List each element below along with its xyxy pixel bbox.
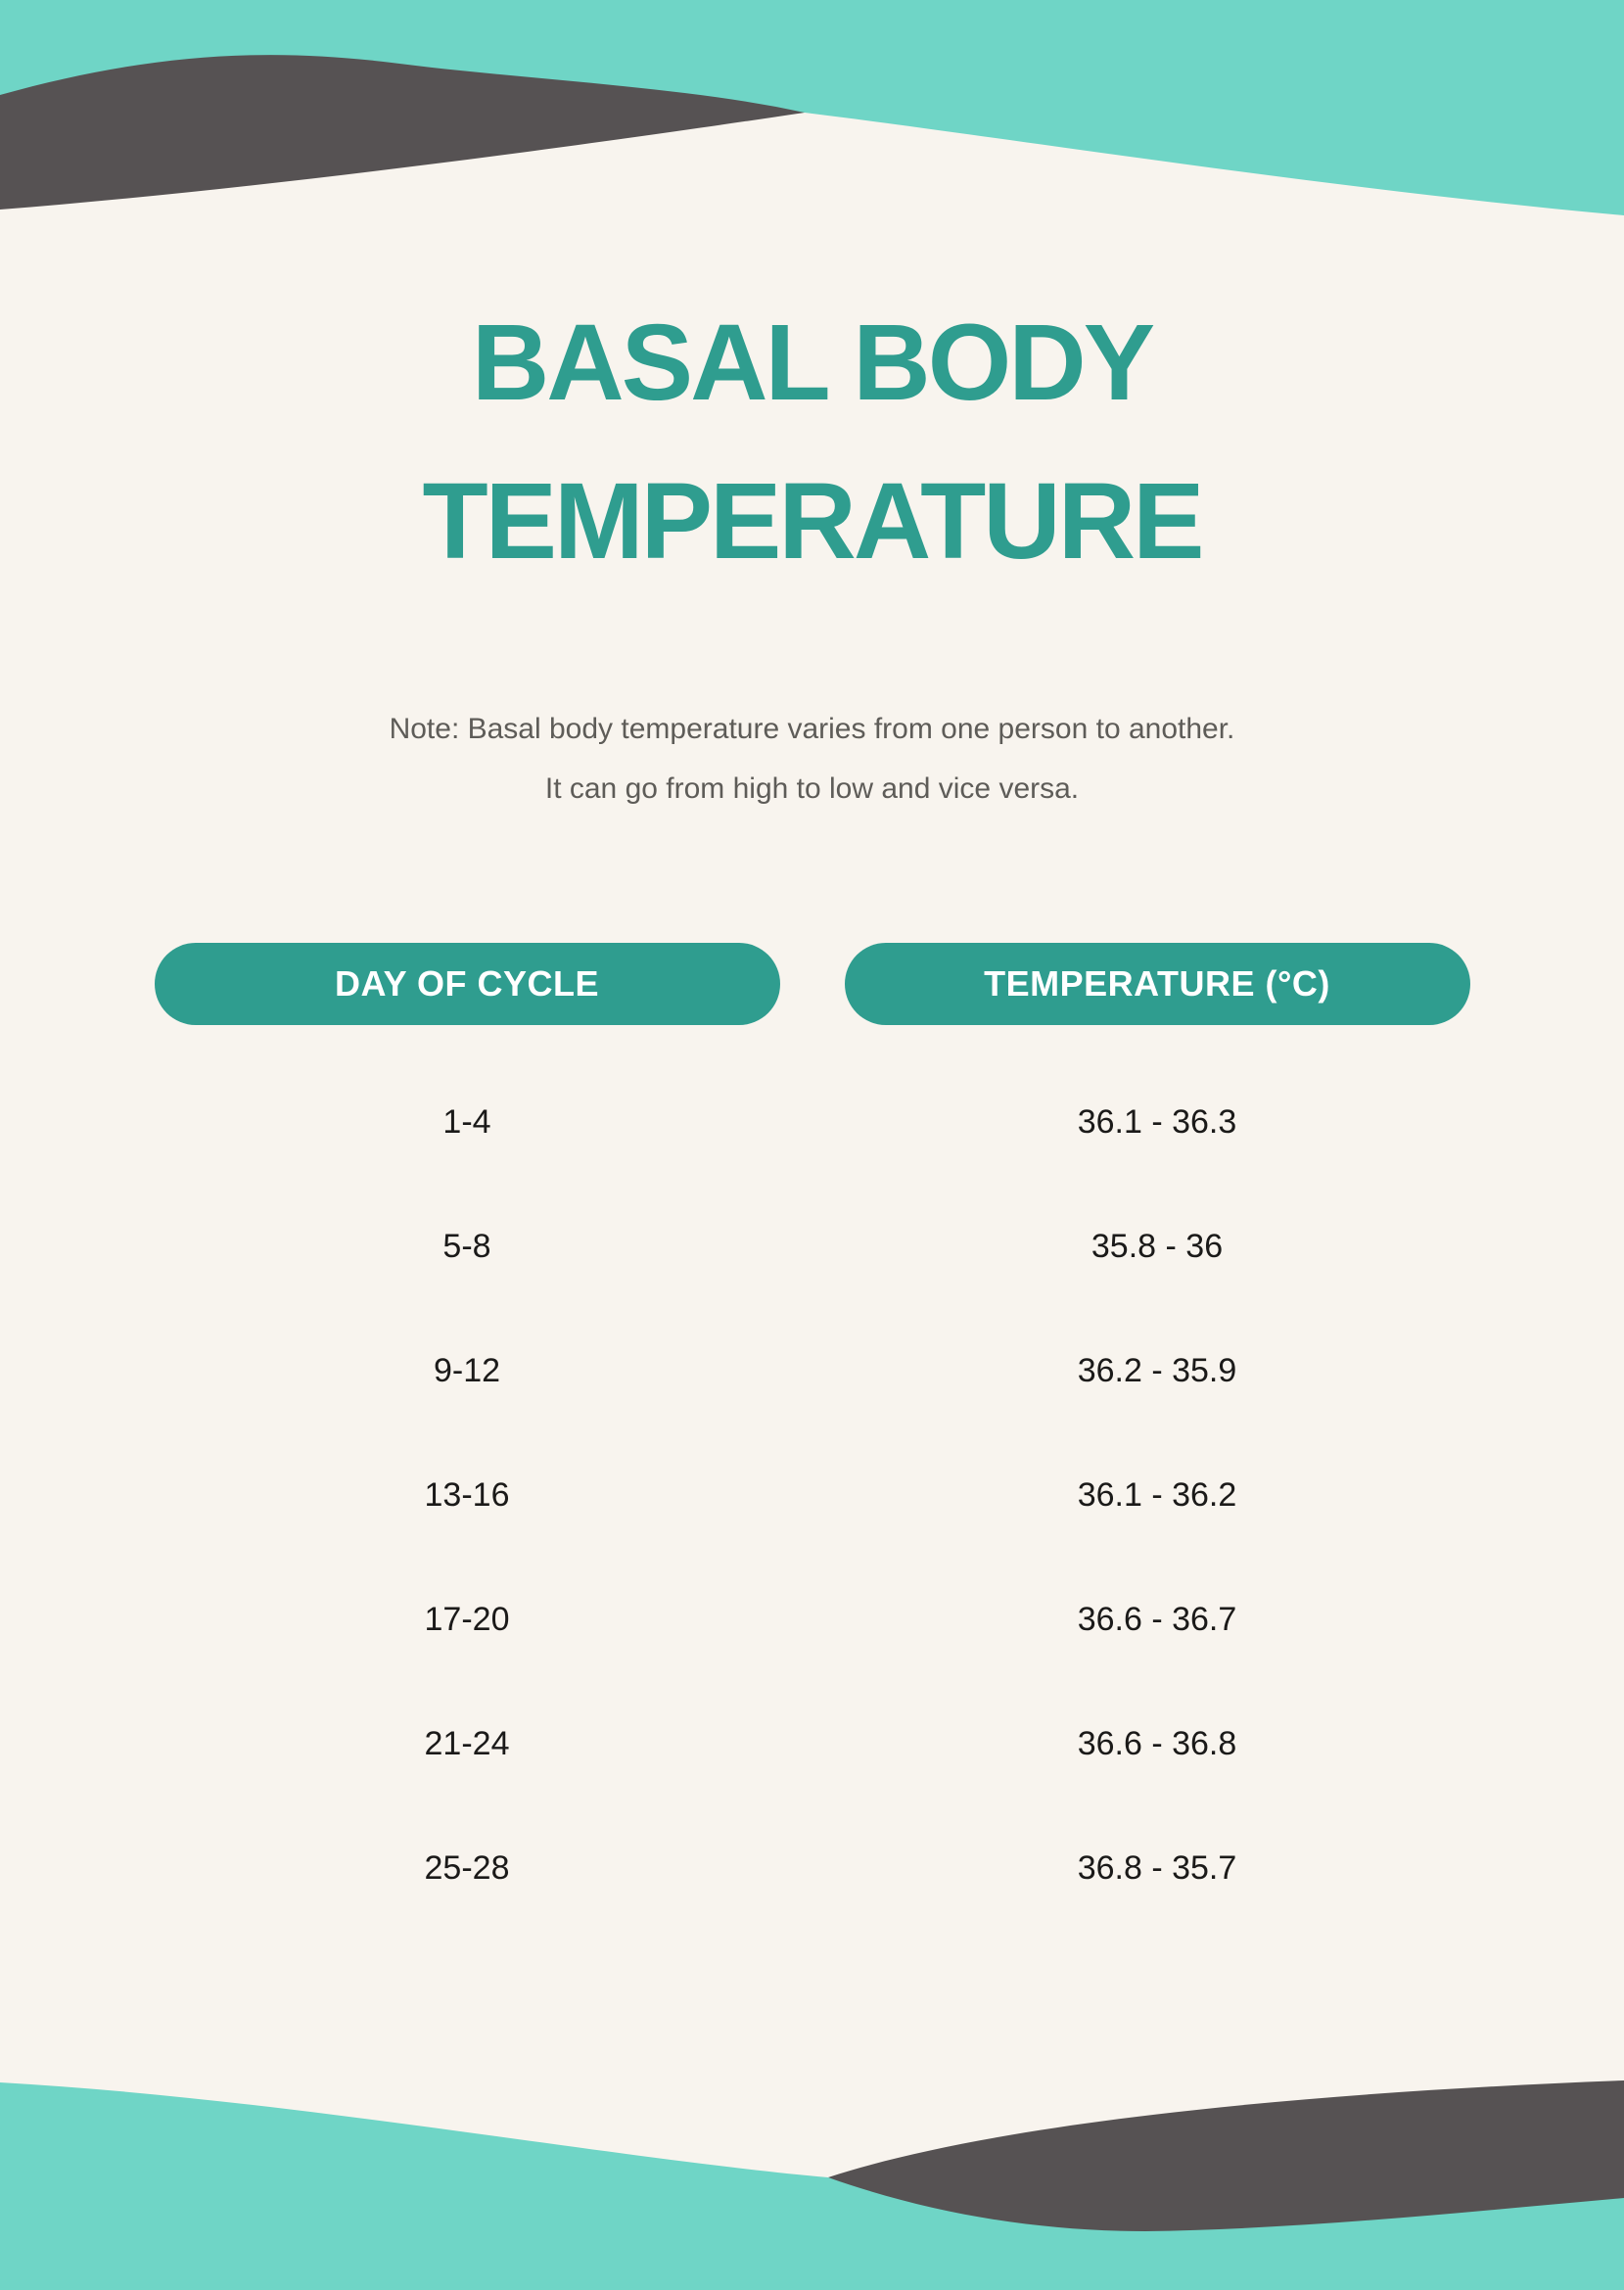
table-row	[155, 1558, 1470, 1682]
note-line-2: It can go from high to low and vice versa.	[544, 772, 1080, 805]
table-body	[155, 1060, 1470, 1931]
table-row	[155, 1806, 1470, 1931]
note-line-1: Note: Basal body temperature varies from one person to another.	[389, 713, 1235, 745]
temp-cell: 36.6 - 36.8	[1077, 1725, 1237, 1762]
temp-cell: 36.8 - 35.7	[1077, 1849, 1237, 1887]
temp-cell: 35.8 - 36	[1090, 1228, 1224, 1265]
page-title: BASAL BODY TEMPERATURE	[422, 303, 1202, 582]
column-header-temperature: TEMPERATURE (°C)	[845, 943, 1470, 1025]
table-row	[155, 1309, 1470, 1433]
day-cell: 21-24	[424, 1725, 510, 1762]
day-cell: 13-16	[424, 1476, 510, 1514]
day-cell: 17-20	[424, 1601, 510, 1638]
temperature-table	[155, 943, 1470, 1931]
table-row	[155, 1433, 1470, 1558]
table-header-row	[155, 943, 1470, 1025]
day-cell: 25-28	[424, 1849, 510, 1887]
day-cell: 1-4	[442, 1103, 491, 1141]
day-cell: 9-12	[433, 1352, 501, 1389]
note-block	[225, 699, 1400, 818]
bottom-wave-decoration	[0, 2006, 1624, 2290]
day-cell: 5-8	[442, 1228, 491, 1265]
table-row	[155, 1060, 1470, 1185]
temp-cell: 36.2 - 35.9	[1077, 1352, 1237, 1389]
column-header-day-of-cycle: DAY OF CYCLE	[155, 943, 780, 1025]
temp-cell: 36.1 - 36.3	[1077, 1103, 1237, 1141]
table-row	[155, 1185, 1470, 1309]
table-row	[155, 1682, 1470, 1806]
temp-cell: 36.6 - 36.7	[1077, 1601, 1237, 1638]
temp-cell: 36.1 - 36.2	[1077, 1476, 1237, 1514]
